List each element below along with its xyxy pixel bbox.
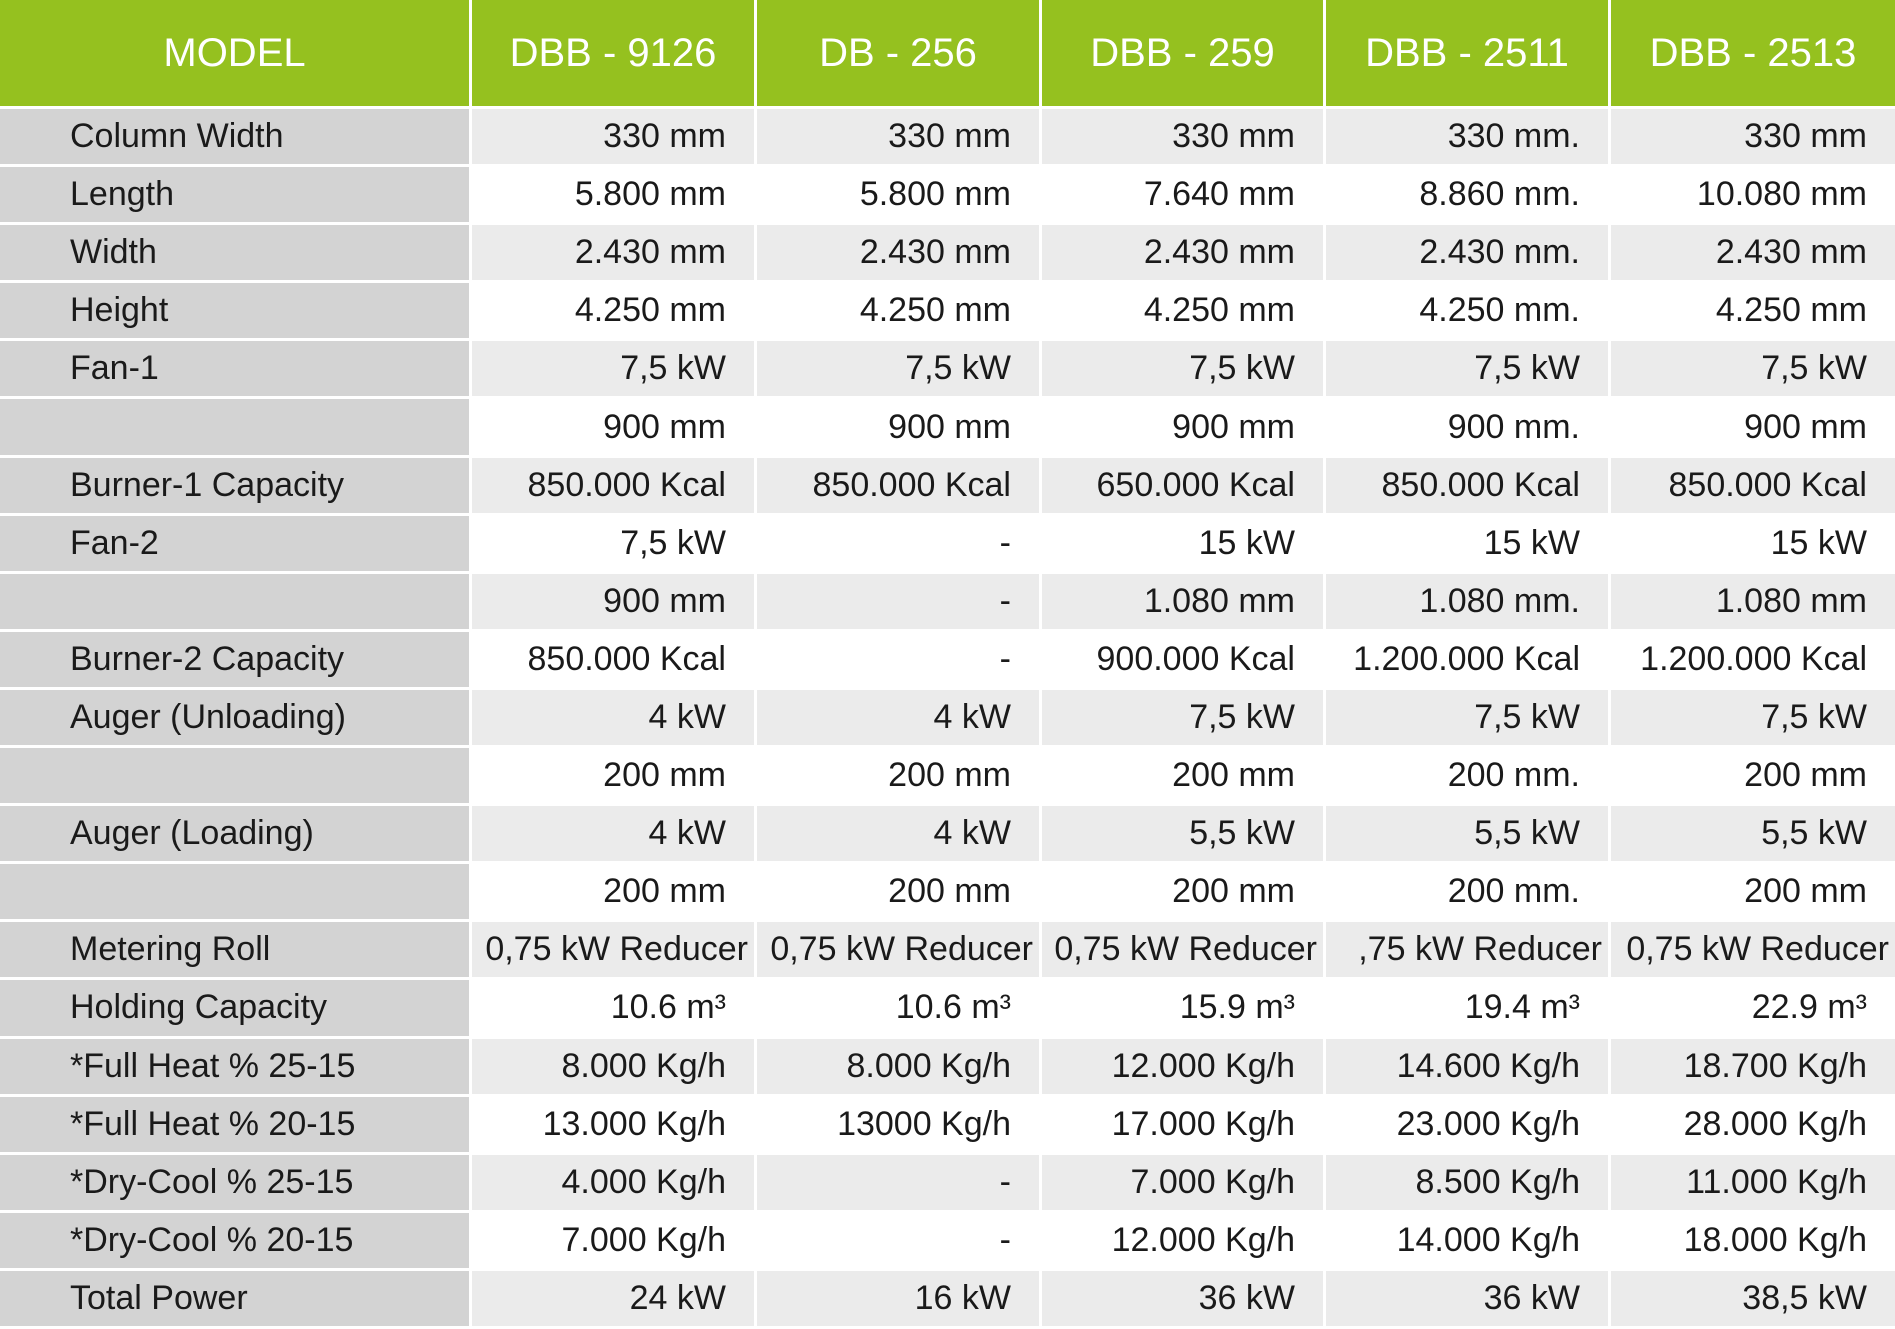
table-cell: 23.000 Kg/h: [1326, 1097, 1611, 1155]
table-cell: 7,5 kW: [1326, 341, 1611, 399]
table-row: [0, 341, 1895, 399]
table-cell: 850.000 Kcal: [472, 458, 757, 516]
row-label: [0, 864, 472, 922]
table-cell: 1.200.000 Kcal: [1326, 632, 1611, 690]
table-cell: 16 kW: [757, 1271, 1042, 1329]
table-cell: -: [757, 574, 1042, 632]
row-label: Width: [0, 225, 472, 283]
table-cell: 4 kW: [472, 806, 757, 864]
table-cell: 4.250 mm: [472, 283, 757, 341]
table-cell: -: [757, 516, 1042, 574]
table-row: [0, 1097, 1895, 1155]
table-cell: 5,5 kW: [1326, 806, 1611, 864]
table-cell: 7,5 kW: [1326, 690, 1611, 748]
row-label: *Full Heat % 20-15: [0, 1097, 472, 1155]
header-cell-dbb-259: DBB - 259: [1042, 0, 1326, 109]
row-label: *Full Heat % 25-15: [0, 1039, 472, 1097]
table-row: [0, 167, 1895, 225]
table-cell: 13.000 Kg/h: [472, 1097, 757, 1155]
table-cell: 5.800 mm: [472, 167, 757, 225]
table-row: [0, 748, 1895, 806]
header-cell-dbb-2511: DBB - 2511: [1326, 0, 1611, 109]
table-cell: 7,5 kW: [1042, 341, 1326, 399]
table-row: [0, 399, 1895, 457]
table-cell: 0,75 kW Reducer: [757, 922, 1042, 980]
header-cell-dbb-2513: DBB - 2513: [1611, 0, 1895, 109]
table-cell: 2.430 mm: [757, 225, 1042, 283]
row-label: Total Power: [0, 1271, 472, 1329]
table-cell: 900 mm: [472, 574, 757, 632]
table-cell: 200 mm: [472, 748, 757, 806]
table-cell: 2.430 mm: [1042, 225, 1326, 283]
row-label: Holding Capacity: [0, 980, 472, 1038]
table-row: [0, 458, 1895, 516]
table-row: [0, 922, 1895, 980]
table-cell: 1.080 mm: [1042, 574, 1326, 632]
table-cell: 330 mm.: [1326, 109, 1611, 167]
row-label: [0, 748, 472, 806]
row-label: Burner-2 Capacity: [0, 632, 472, 690]
table-cell: 330 mm: [1042, 109, 1326, 167]
table-cell: 330 mm: [757, 109, 1042, 167]
table-cell: 7.640 mm: [1042, 167, 1326, 225]
row-label: Metering Roll: [0, 922, 472, 980]
row-label: Auger (Loading): [0, 806, 472, 864]
table-cell: 38,5 kW: [1611, 1271, 1895, 1329]
row-label: *Dry-Cool % 25-15: [0, 1155, 472, 1213]
table-cell: 4 kW: [757, 806, 1042, 864]
table-cell: 0,75 kW Reducer: [472, 922, 757, 980]
table-cell: 4.250 mm: [1042, 283, 1326, 341]
table-cell: -: [757, 1213, 1042, 1271]
table-cell: 13000 Kg/h: [757, 1097, 1042, 1155]
row-label: Length: [0, 167, 472, 225]
table-cell: 2.430 mm.: [1326, 225, 1611, 283]
table-cell: 0,75 kW Reducer: [1042, 922, 1326, 980]
table-row: [0, 1213, 1895, 1271]
table-row: [0, 283, 1895, 341]
table-row: [0, 980, 1895, 1038]
table-cell: 200 mm: [1042, 748, 1326, 806]
table-cell: 4.250 mm: [757, 283, 1042, 341]
table-cell: 1.200.000 Kcal: [1611, 632, 1895, 690]
table-cell: 4.000 Kg/h: [472, 1155, 757, 1213]
table-cell: -: [757, 1155, 1042, 1213]
row-label: Auger (Unloading): [0, 690, 472, 748]
table-cell: 7.000 Kg/h: [472, 1213, 757, 1271]
table-row: [0, 632, 1895, 690]
table-cell: 7,5 kW: [757, 341, 1042, 399]
table-cell: 10.6 m³: [472, 980, 757, 1038]
table-row: [0, 109, 1895, 167]
table-cell: 850.000 Kcal: [1611, 458, 1895, 516]
header-cell-model: MODEL: [0, 0, 472, 109]
table-cell: 15 kW: [1611, 516, 1895, 574]
table-cell: 8.000 Kg/h: [757, 1039, 1042, 1097]
header-cell-dbb-9126: DBB - 9126: [472, 0, 757, 109]
table-cell: 7,5 kW: [1611, 690, 1895, 748]
table-cell: 24 kW: [472, 1271, 757, 1329]
table-row: [0, 225, 1895, 283]
table-cell: 4 kW: [472, 690, 757, 748]
table-cell: 5.800 mm: [757, 167, 1042, 225]
table-cell: 14.000 Kg/h: [1326, 1213, 1611, 1271]
table-row: [0, 864, 1895, 922]
table-cell: 4.250 mm: [1611, 283, 1895, 341]
table-cell: 18.000 Kg/h: [1611, 1213, 1895, 1271]
table-cell: 4 kW: [757, 690, 1042, 748]
table-cell: 14.600 Kg/h: [1326, 1039, 1611, 1097]
table-row: [0, 806, 1895, 864]
table-cell: 2.430 mm: [1611, 225, 1895, 283]
table-cell: 0,75 kW Reducer: [1611, 922, 1895, 980]
table-cell: 850.000 Kcal: [472, 632, 757, 690]
row-label: Column Width: [0, 109, 472, 167]
table-cell: 8.860 mm.: [1326, 167, 1611, 225]
table-cell: 10.080 mm: [1611, 167, 1895, 225]
table-cell: 17.000 Kg/h: [1042, 1097, 1326, 1155]
table-cell: 900 mm: [1611, 399, 1895, 457]
table-cell: 2.430 mm: [472, 225, 757, 283]
table-cell: 8.000 Kg/h: [472, 1039, 757, 1097]
table-cell: 200 mm: [1042, 864, 1326, 922]
table-cell: 5,5 kW: [1611, 806, 1895, 864]
table-header: [0, 0, 1895, 109]
table-cell: 15 kW: [1326, 516, 1611, 574]
table-cell: 28.000 Kg/h: [1611, 1097, 1895, 1155]
table-cell: 850.000 Kcal: [1326, 458, 1611, 516]
table-cell: 330 mm: [1611, 109, 1895, 167]
header-row: [0, 0, 1895, 109]
table-cell: 900 mm: [472, 399, 757, 457]
table-cell: 18.700 Kg/h: [1611, 1039, 1895, 1097]
table-row: [0, 1039, 1895, 1097]
table-cell: 900 mm: [757, 399, 1042, 457]
row-label: [0, 399, 472, 457]
table-row: [0, 690, 1895, 748]
table-row: [0, 516, 1895, 574]
table-cell: 5,5 kW: [1042, 806, 1326, 864]
row-label: Height: [0, 283, 472, 341]
table-cell: 36 kW: [1326, 1271, 1611, 1329]
table-cell: 11.000 Kg/h: [1611, 1155, 1895, 1213]
table-cell: 650.000 Kcal: [1042, 458, 1326, 516]
row-label: Burner-1 Capacity: [0, 458, 472, 516]
table-cell: 850.000 Kcal: [757, 458, 1042, 516]
table-cell: 200 mm: [472, 864, 757, 922]
table-cell: 8.500 Kg/h: [1326, 1155, 1611, 1213]
table-cell: 15.9 m³: [1042, 980, 1326, 1038]
table-cell: 7,5 kW: [472, 516, 757, 574]
table-cell: 200 mm: [757, 748, 1042, 806]
table-cell: 7.000 Kg/h: [1042, 1155, 1326, 1213]
table-cell: 200 mm: [1611, 864, 1895, 922]
table-cell: 12.000 Kg/h: [1042, 1039, 1326, 1097]
table-cell: 7,5 kW: [472, 341, 757, 399]
table-row: [0, 1271, 1895, 1329]
table-cell: 900.000 Kcal: [1042, 632, 1326, 690]
header-cell-db-256: DB - 256: [757, 0, 1042, 109]
table-row: [0, 574, 1895, 632]
table-cell: 22.9 m³: [1611, 980, 1895, 1038]
table-cell: 36 kW: [1042, 1271, 1326, 1329]
table-cell: 19.4 m³: [1326, 980, 1611, 1038]
table-cell: 200 mm: [757, 864, 1042, 922]
table-cell: 900 mm.: [1326, 399, 1611, 457]
row-label: Fan-2: [0, 516, 472, 574]
table-cell: 12.000 Kg/h: [1042, 1213, 1326, 1271]
table-cell: 1.080 mm.: [1326, 574, 1611, 632]
table-cell: 1.080 mm: [1611, 574, 1895, 632]
table-cell: 200 mm.: [1326, 864, 1611, 922]
table-cell: 200 mm.: [1326, 748, 1611, 806]
row-label: *Dry-Cool % 20-15: [0, 1213, 472, 1271]
table-cell: ,75 kW Reducer: [1326, 922, 1611, 980]
table-row: [0, 1155, 1895, 1213]
table-cell: 7,5 kW: [1611, 341, 1895, 399]
row-label: Fan-1: [0, 341, 472, 399]
table-cell: 200 mm: [1611, 748, 1895, 806]
table-cell: 10.6 m³: [757, 980, 1042, 1038]
table-cell: 7,5 kW: [1042, 690, 1326, 748]
row-label: [0, 574, 472, 632]
table-body: [0, 109, 1895, 1329]
table-cell: 4.250 mm.: [1326, 283, 1611, 341]
table-cell: -: [757, 632, 1042, 690]
table-cell: 15 kW: [1042, 516, 1326, 574]
table-cell: 330 mm: [472, 109, 757, 167]
table-cell: 900 mm: [1042, 399, 1326, 457]
